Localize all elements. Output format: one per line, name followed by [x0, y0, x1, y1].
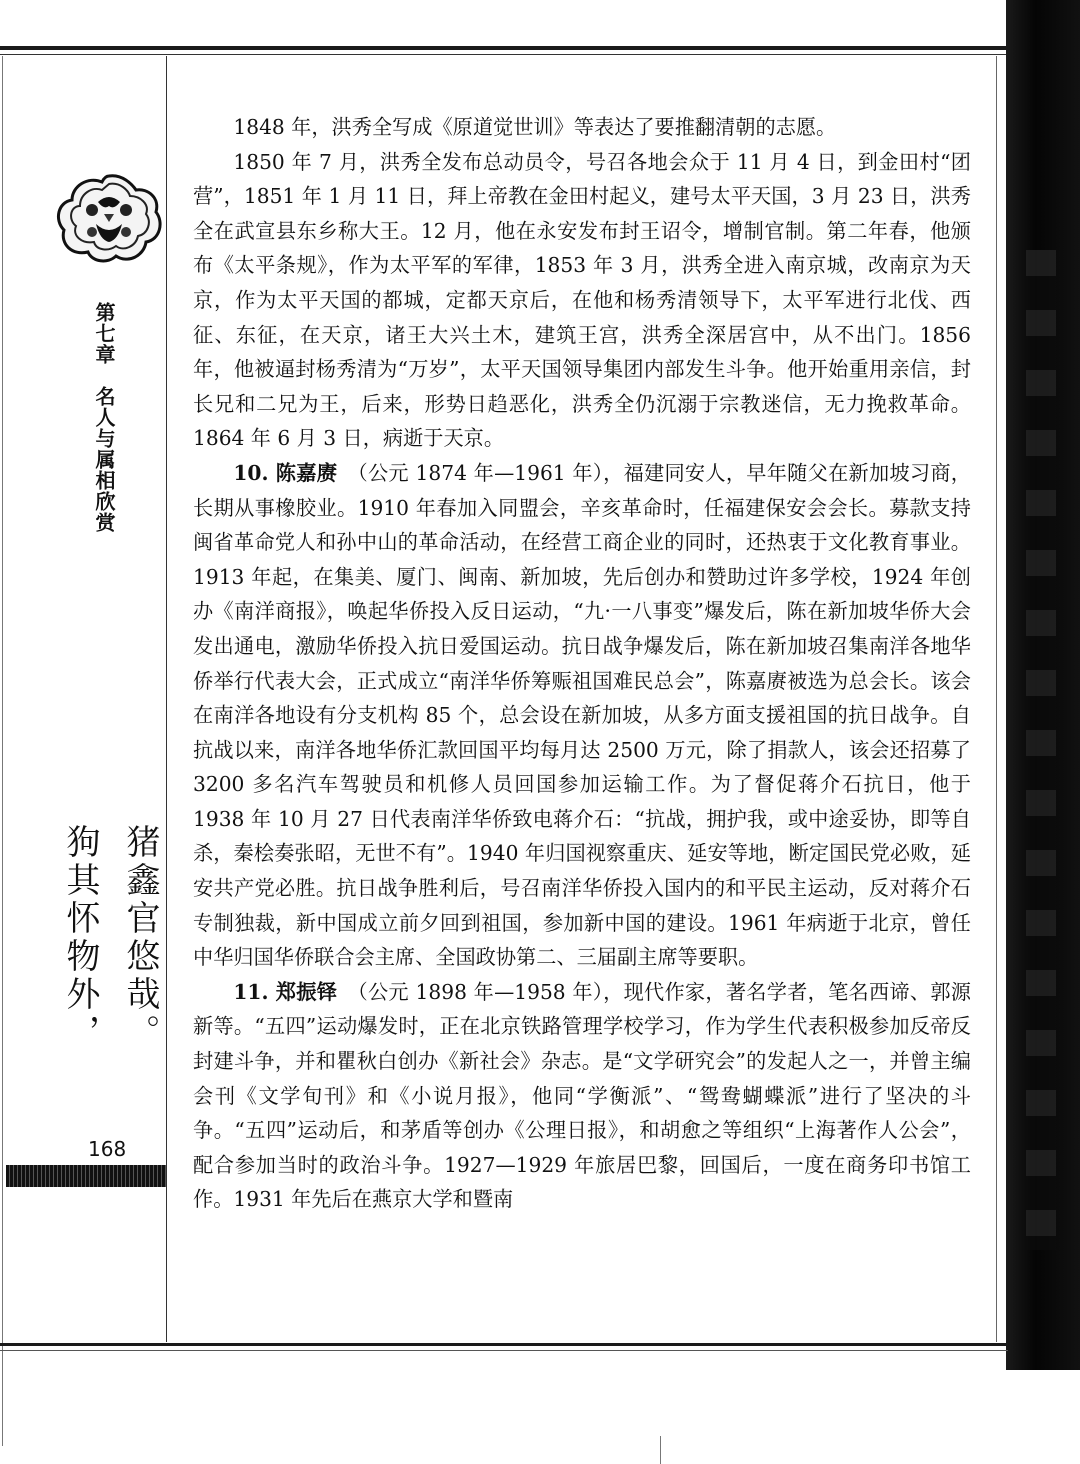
- left-page-edge: [2, 56, 3, 1446]
- decorative-emblem-icon: [52, 170, 166, 266]
- chapter-title: 第七章 名人与属相欣赏: [92, 302, 116, 533]
- entry-text-zheng-zhenduo: （公元 1898 年—1958 年），现代作家，著名学者，笔名西谛、郭源新等。“五四”运动爆发时，正在北京铁路管理学校学习，作为学生代表积极参加反帝反封建斗争，并和瞿秋白创办《新社会》杂志。是“文学研究会”的发起人之一，并曾主编会刊《文学旬刊》和《小说月报》，他同“学衡派”、“鸳鸯蝴蝶派”进行了坚决的斗争。“五四”运动后，和茅盾等创办《公理日报》，和胡愈之等组织“上海著作人公会”，配合参加当时的政治斗争。1927—1929 年旅居巴黎，回国后，一度在商务印书馆工作。1931 年先后在燕京大学和暨南: [193, 979, 971, 1212]
- bottom-rule-thin: [0, 1350, 1008, 1351]
- main-text: [193, 110, 971, 1217]
- paragraph-1: 1848 年，洪秀全写成《原道觉世训》等表达了要推翻清朝的志愿。: [233, 115, 837, 139]
- poem-line-1: 猪鑫官悠哉。: [120, 824, 160, 1052]
- page-edge-shadow: [1006, 0, 1080, 1370]
- entry-heading-zheng-zhenduo: 11. 郑振铎: [233, 979, 338, 1004]
- right-margin-line: [996, 56, 997, 1342]
- entry-text-chen-jiageng: （公元 1874 年—1961 年），福建同安人，早年随父在新加坡习商，长期从事橡胶业。1910 年春加入同盟会，辛亥革命时，任福建保安会会长。募款支持闽省革命党人和孙中山的革命活动，在经营工商企业的同时，还热衷于文化教育事业。1913 年起，在集美、厦门、闽南、新加坡，先后创办和赞助过许多学校，1924 年创办《南洋商报》，唤起华侨投入反日运动，“九·一八事变”爆发后，陈在新加坡华侨大会发出通电，激励华侨投入抗日爱国运动。抗日战争爆发后，陈在新加坡召集南洋各地华侨举行代表大会，正式成立“南洋华侨筹赈祖国难民总会”，陈嘉赓被选为总会长。该会在南洋各地设有分支机构 85 个，总会设在新加坡，从多方面支援祖国的抗日战争。自抗战以来，南洋各地华侨汇款回国平均每月达 2500 万元，除了捐款人，该会还招募了3200 多名汽车驾驶员和机修人员回国参加运输工作。为了督促蒋介石抗日，他于 1938 年 10 月 27 日代表南洋华侨致电蒋介石：“抗战，拥护我，或中途妥协，即等自杀，秦桧奏张昭，无世不有”。1940 年归国视察重庆、延安等地，断定国民党必败，延安共产党必胜。抗日战争胜利后，号召南洋华侨投入国内的和平民主运动，反对蒋介石专制独裁，新中国成立前夕回到祖国，参加新中国的建设。1961 年病逝于北京，曾任中华归国华侨联合会主席、全国政协第二、三届副主席等要职。: [193, 460, 972, 970]
- paragraph-2: 1850 年 7 月，洪秀全发布总动员令，号召各地会众于 11 月 4 日，到金田村“团营”，1851 年 1 月 11 日，拜上帝教在金田村起义，建号太平天国，3 月 23 日，洪秀全在武宣县东乡称大王。12 月，他在永安发布封王诏令，增制官制。第二年春，他颁布《太平条规》，作为太平军的军律，1853 年 3 月，洪秀全进入南京城，改南京为天京，作为太平天国的都城，定都天京后，在他和杨秀清领导下，太平军进行北伐、西征、东征，在天京，诸王大兴土木，建筑王宫，洪秀全深居宫中，从不出门。1856 年，他被逼封杨秀清为“万岁”，太平天国领导集团内部发生斗争。他开始重用亲信，封长兄和二兄为王，后来，形势日趋恶化，洪秀全仍沉溺于宗教迷信，无力挽救革命。1864 年 6 月 3 日，病逝于天京。: [193, 149, 971, 451]
- page-number-bar: [6, 1165, 166, 1187]
- page-number: 168: [88, 1137, 127, 1161]
- bottom-rule: [0, 1343, 1008, 1346]
- top-rule: [0, 46, 1008, 50]
- paragraph-3: [193, 456, 971, 975]
- poem-line-2: 狗其怀物外，: [60, 824, 100, 1052]
- paragraph-4: [193, 975, 971, 1217]
- margin-divider: [166, 56, 167, 1342]
- entry-heading-chen-jiageng: 10. 陈嘉赓: [233, 460, 338, 485]
- shadow-texture: [1026, 250, 1056, 1250]
- top-rule-thin: [0, 54, 1008, 55]
- scan-mark: [660, 1436, 661, 1464]
